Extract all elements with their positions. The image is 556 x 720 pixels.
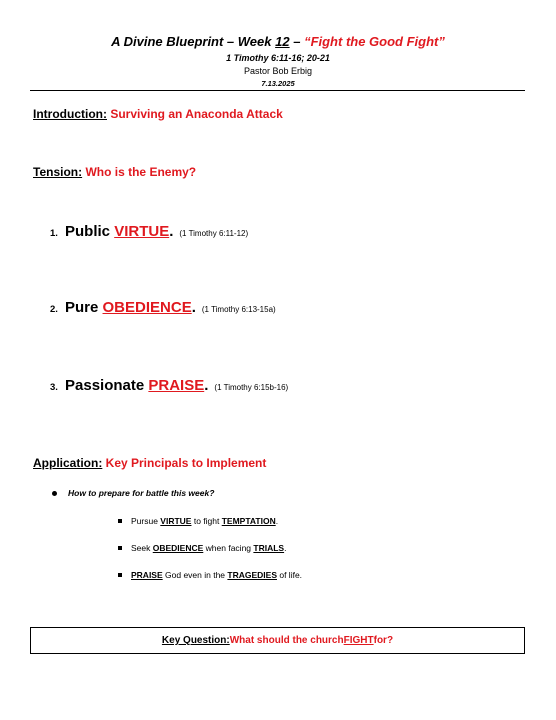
title-quote: “Fight the Good Fight” [304, 34, 445, 49]
point-period: . [169, 223, 174, 240]
point-3 [50, 377, 288, 394]
point-lead: Pure [65, 299, 103, 316]
key-question-pre: What should the church [229, 635, 344, 646]
point-text [65, 377, 208, 394]
key-question-word: FIGHT [343, 635, 374, 646]
point-lead: Passionate [65, 377, 149, 394]
item-text [131, 516, 278, 526]
item-part: Pursue [131, 516, 161, 526]
tension-text: Who is the Enemy? [82, 165, 197, 179]
item-part: Seek [131, 543, 153, 553]
application-label: Application: [33, 456, 103, 470]
prepare-question-text: How to prepare for battle this week? [68, 488, 215, 498]
item-keyword: TRAGEDIES [227, 570, 277, 580]
sermon-title [0, 34, 556, 49]
square-bullet-icon [118, 546, 122, 550]
key-question-box [30, 627, 525, 654]
item-keyword: TRIALS [253, 543, 285, 553]
introduction-text: Surviving an Anaconda Attack [106, 107, 283, 121]
point-1 [50, 223, 248, 240]
application-item-3 [118, 570, 302, 580]
point-keyword: PRAISE [148, 377, 205, 394]
week-number: 12 [275, 34, 290, 49]
pastor-name: Pastor Bob Erbig [243, 66, 313, 76]
item-keyword: OBEDIENCE [152, 543, 204, 553]
application-text: Key Principals to Implement [102, 456, 267, 470]
item-part: . [284, 543, 287, 553]
item-keyword: VIRTUE [160, 516, 192, 526]
introduction-heading [33, 107, 283, 121]
point-number: 2. [50, 304, 58, 315]
point-text [65, 223, 173, 240]
item-keyword: PRAISE [131, 570, 163, 580]
point-reference: (1 Timothy 6:15b-16) [214, 383, 289, 392]
item-text [131, 570, 302, 580]
point-period: . [191, 299, 196, 316]
application-item-1 [118, 516, 278, 526]
title-prefix: A Divine Blueprint – Week [111, 34, 276, 49]
item-part: of life. [277, 570, 303, 580]
key-question-post: for? [373, 635, 394, 646]
item-part: . [275, 516, 279, 526]
bullet-dot-icon [52, 491, 57, 496]
title-dash: – [289, 34, 305, 49]
point-keyword: OBEDIENCE [102, 299, 192, 316]
key-question-label: Key Question: [161, 635, 230, 646]
point-number: 3. [50, 382, 58, 393]
item-part: God even in the [162, 570, 228, 580]
scripture-reference: 1 Timothy 6:11-16; 20-21 [226, 53, 330, 63]
square-bullet-icon [118, 519, 122, 523]
point-text [65, 299, 196, 316]
square-bullet-icon [118, 573, 122, 577]
item-keyword: TEMPTATION [221, 516, 276, 526]
application-heading [33, 456, 266, 470]
prepare-question [52, 488, 214, 498]
header-divider [30, 90, 525, 91]
point-lead: Public [65, 223, 115, 240]
point-reference: (1 Timothy 6:13-15a) [201, 305, 276, 314]
introduction-label: Introduction: [33, 107, 107, 121]
application-item-2 [118, 543, 286, 553]
point-2 [50, 299, 276, 316]
point-number: 1. [50, 228, 58, 239]
point-keyword: VIRTUE [114, 223, 170, 240]
point-reference: (1 Timothy 6:11-12) [179, 229, 249, 238]
item-text [131, 543, 286, 553]
sermon-date: 7.13.2025 [261, 79, 295, 88]
point-period: . [204, 377, 209, 394]
tension-heading [33, 165, 196, 179]
tension-label: Tension: [33, 165, 83, 179]
item-part: to fight [191, 516, 222, 526]
item-part: when facing [203, 543, 254, 553]
